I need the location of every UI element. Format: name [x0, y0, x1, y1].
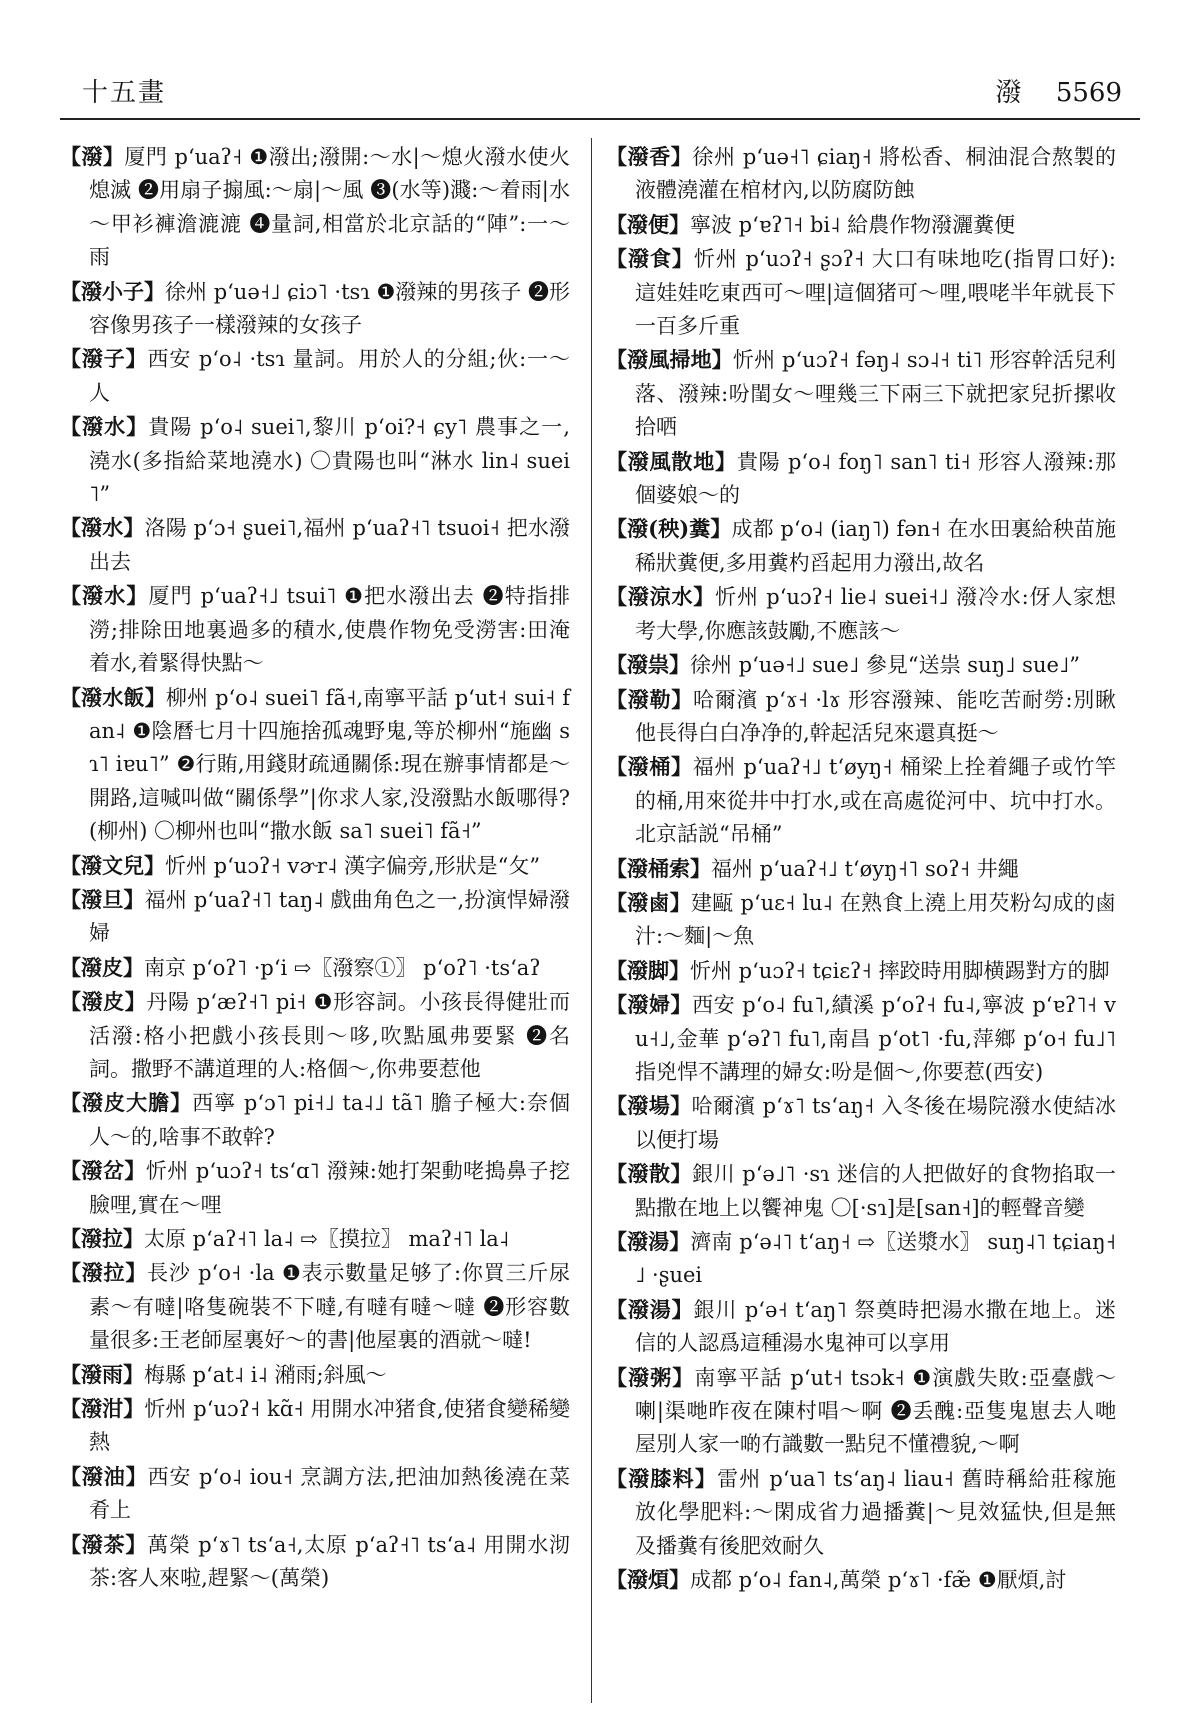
entry-headword: 【潑湯】: [606, 1296, 694, 1322]
entry-definition: 厦門 pʻuaʔ˧ ❶潑出;潑開:～水|～熄火潑水使火熄滅 ❷用扇子搧風:～扇|～風 ❸(水等)濺:～着雨|水～甲衫褲澹漉漉 ❹量詞,相當於北京話的“陣”:一～雨: [89, 145, 571, 270]
dictionary-entry: [606, 343, 1116, 444]
dictionary-entry: [606, 1563, 1116, 1597]
entry-headword: 【潑水】: [60, 414, 149, 440]
entry-definition: 銀川 pʻə˩˥ ·sɿ 迷信的人把做好的食物掐取一點撒在地上以饗神鬼 〇[·sɿ]是[san˧]的輕聲音變: [635, 1162, 1117, 1220]
entry-definition: 忻州 pʻuɔʔ˧ kɑ̃˧ 用開水冲猪食,使猪食變稀變熱: [89, 1397, 571, 1455]
entry-headword: 【潑文兒】: [60, 852, 165, 878]
header-rule: [60, 118, 1140, 120]
entry-definition: 福州 pʻuaʔ˧˥ taŋ˨ 戲曲角色之一,扮演悍婦潑婦: [89, 887, 570, 946]
entry-definition: 丹陽 pʻæʔ˧˥ pi˧ ❶形容詞。小孩長得健壯而活潑:格小把戲小孩長則～哆,吹點風弗要緊 ❷名詞。撒野不講道理的人:格個～,你弗要惹他: [89, 990, 570, 1081]
entry-headword: 【潑粥】: [606, 1364, 695, 1390]
right-column: [606, 140, 1116, 1597]
entry-headword: 【潑旦】: [60, 886, 145, 912]
dictionary-entry: [606, 648, 1116, 682]
dictionary-entry: [60, 681, 570, 849]
dictionary-entry: [606, 1293, 1116, 1361]
entry-headword: 【潑涼水】: [606, 584, 716, 610]
entry-headword: 【潑】: [60, 144, 125, 169]
entry-definition: 西安 pʻo˨ iou˧ 烹調方法,把油加熱後澆在菜肴上: [89, 1464, 570, 1523]
entry-headword: 【潑水】: [60, 583, 149, 609]
entry-definition: 洛陽 pʻɔ˧ ʂuei˥,福州 pʻuaʔ˧˥ tsuoi˧ 把水潑出去: [89, 516, 570, 574]
entry-headword: 【潑皮大膽】: [60, 1090, 193, 1116]
entry-definition: 忻州 pʻuɔʔ˧ tsʻɑ˥ 潑辣:她打架動咾搗鼻子挖臉哩,實在～哩: [89, 1159, 571, 1217]
entry-headword: 【潑風掃地】: [606, 347, 733, 373]
entry-headword: 【潑風散地】: [606, 448, 737, 474]
entry-headword: 【潑脚】: [606, 957, 690, 983]
dictionary-entry: [60, 985, 570, 1086]
entry-headword: 【潑拉】: [60, 1226, 144, 1251]
entry-headword: 【潑茶】: [60, 1531, 148, 1557]
entry-definition: 忻州 pʻuɔʔ˧ tɕiɛʔ˧ 摔跤時用脚横踢對方的脚: [690, 958, 1110, 983]
running-head: [996, 72, 1122, 109]
entry-definition: 萬榮 pʻɤ˥ tsʻa˧,太原 pʻaʔ˧˥ tsʻa˨ 用開水沏茶:客人來啦,趕緊～(萬榮): [89, 1532, 571, 1591]
entry-headword: 【潑(秧)糞】: [606, 516, 732, 542]
column-divider: [591, 138, 592, 1703]
dictionary-entry: [606, 208, 1116, 242]
running-headword: 潑: [995, 78, 1022, 108]
entry-headword: 【潑香】: [606, 144, 693, 169]
dictionary-entry: [606, 683, 1116, 751]
entry-definition: 銀川 pʻə˧ tʻaŋ˥ 祭奠時把湯水撒在地上。迷信的人認爲這種湯水鬼神可以享用: [635, 1297, 1116, 1356]
dictionary-entry: [606, 954, 1116, 988]
entry-headword: 【潑水】: [60, 515, 145, 541]
entry-headword: 【潑勒】: [606, 686, 693, 712]
entry-definition: 建甌 pʻuɛ˧ lu˨ 在熟食上澆上用芡粉勾成的鹵汁:～麵|～魚: [635, 890, 1116, 949]
entry-headword: 【潑散】: [606, 1161, 693, 1187]
dictionary-entry: [606, 140, 1116, 208]
entry-headword: 【潑水飯】: [60, 684, 166, 710]
entry-definition: 忻州 pʻuɔʔ˧ vɚr˨ 漢字偏旁,形狀是“攵”: [165, 853, 541, 878]
dictionary-entry: [606, 886, 1116, 954]
entry-headword: 【潑桶】: [606, 754, 693, 780]
entry-definition: 徐州 pʻuə˧˩ sue˩ 參見“送祟 suŋ˩ sue˩”: [690, 653, 1080, 678]
entry-headword: 【潑煩】: [606, 1567, 690, 1593]
dictionary-entry: [60, 1222, 570, 1256]
entry-definition: 徐州 pʻuə˧˥ ɕiaŋ˧ 將松香、桐油混合熬製的液體澆灌在棺材內,以防腐防蝕: [635, 145, 1117, 203]
entry-definition: 忻州 pʻuɔʔ˧ lie˨ suei˧˩ 潑冷水:伢人家想考大學,你應該鼓勵,不應該～: [635, 585, 1117, 643]
dictionary-entry: [606, 512, 1116, 580]
entry-definition: 福州 pʻuaʔ˧˩ tʻøyŋ˧ 桶梁上拴着繩子或竹竿的桶,用來從井中打水,或在高處從河中、坑中打水。北京話説“吊桶”: [635, 755, 1117, 847]
dictionary-entry: [606, 1157, 1116, 1225]
entry-definition: 貴陽 pʻo˨ suei˥,黎川 pʻoi?˧ ɕy˥ 農事之一,澆水(多指給菜地澆水) 〇貴陽也叫“淋水 lin˨ suei˥”: [89, 415, 570, 507]
entry-headword: 【潑岔】: [60, 1158, 146, 1184]
entry-definition: 哈爾濱 pʻɤ˥ tsʻaŋ˧ 入冬後在場院潑水使結冰以便打場: [635, 1094, 1117, 1152]
entry-headword: 【潑皮】: [60, 954, 144, 980]
entry-definition: 成都 pʻo˨ (iaŋ˥) fən˧ 在水田裏給秧苗施稀狀糞便,多用糞杓舀起用力潑出,故名: [635, 517, 1117, 575]
entry-definition: 忻州 pʻuɔʔ˧ ʂɔʔ˧ 大口有味地吃(指胃口好):這娃娃吃東西可～哩|這個猪可～哩,喂咾半年就長下一百多斤重: [635, 247, 1116, 339]
dictionary-entry: [606, 445, 1116, 513]
entry-definition: 貴陽 pʻo˨ foŋ˥ san˥ ti˧ 形容人潑辣:那個婆娘～的: [635, 449, 1116, 508]
entry-headword: 【潑鹵】: [606, 889, 692, 915]
dictionary-entry: [60, 1256, 570, 1357]
dictionary-entry: [606, 1089, 1116, 1157]
entry-definition: 西安 pʻo˨ ·tsɿ 量詞。用於人的分組;伙:一～人: [89, 347, 570, 405]
dictionary-entry: [60, 1460, 570, 1528]
dictionary-entry: [606, 580, 1116, 648]
entry-definition: 忻州 pʻuɔʔ˧ fəŋ˨ sɔ˨˧ ti˥ 形容幹活兒利落、潑辣:吩閨女～哩幾三下兩三下就把家兒折摞收拾哂: [635, 348, 1116, 440]
entry-headword: 【潑祟】: [606, 652, 690, 678]
dictionary-entry: [606, 1225, 1116, 1293]
dictionary-entry: [60, 342, 570, 410]
entry-definition: 徐州 pʻuə˧˩ ɕiɔ˥ ·tsɿ ❶潑辣的男孩子 ❷形容像男孩子一樣潑辣的女孩子: [89, 279, 571, 338]
entry-definition: 南寧平話 pʻut˧ tsɔk˧ ❶演戲失敗:亞臺戲～喇|渠哋昨夜在陳村唱～啊 ❷丢醜:亞隻鬼崽去人哋屋別人家一啲冇識數一點兒不懂禮貌,～啊: [635, 1365, 1116, 1457]
left-column: [60, 140, 570, 1595]
dictionary-entry: [606, 750, 1116, 851]
entry-headword: 【潑拉】: [60, 1260, 148, 1286]
entry-headword: 【潑泔】: [60, 1396, 145, 1422]
entry-definition: 福州 pʻuaʔ˧˩ tʻøyŋ˧˥ soʔ˧ 井繩: [711, 856, 1019, 881]
dictionary-entry: [606, 852, 1116, 886]
dictionary-entry: [60, 140, 570, 275]
entry-definition: 南京 pʻoʔ˥ ·pʻi ⇨〖潑察①〗 pʻoʔ˥ ·tsʻaʔ: [144, 955, 541, 980]
entry-headword: 【潑雨】: [60, 1361, 144, 1387]
entry-headword: 【潑油】: [60, 1463, 148, 1489]
entry-headword: 【潑食】: [606, 246, 694, 272]
section-label: 十五畫: [82, 78, 167, 108]
dictionary-entry: [60, 1528, 570, 1596]
entry-definition: 長沙 pʻo˧ ·la ❶表示數量足够了:你買三斤尿素～有噠|咯隻碗裝不下噠,有噠有噠～噠 ❷形容數量很多:王老師屋裏好～的書|他屋裏的酒就～噠!: [89, 1261, 570, 1353]
entry-headword: 【潑桶索】: [606, 855, 711, 881]
dictionary-entry: [60, 579, 570, 680]
dictionary-entry: [60, 883, 570, 951]
entry-definition: 寧波 pʻɐʔ˥˧ bi˨ 給農作物潑灑糞便: [690, 212, 1016, 237]
entry-headword: 【潑場】: [606, 1093, 692, 1119]
dictionary-entry: [60, 1358, 570, 1392]
dictionary-entry: [60, 1154, 570, 1222]
dictionary-entry: [60, 410, 570, 511]
entry-definition: 雷州 pʻua˥ tsʻaŋ˨ liau˧ 舊時稱給莊稼施放化學肥料:～閑成省力過播糞|～見效猛快,但是無及播糞有後肥效耐久: [635, 1466, 1116, 1558]
entry-definition: 西寧 pʻɔ˥ pi˧˩ ta˨˩ tã˥ 膽子極大:奈個人～的,啥事不敢幹?: [89, 1091, 571, 1149]
dictionary-entry: [60, 849, 570, 883]
entry-headword: 【潑小子】: [60, 278, 166, 304]
dictionary-entry: [60, 1086, 570, 1154]
entry-definition: 哈爾濱 pʻɤ˧ ·lɤ 形容潑辣、能吃苦耐勞:別瞅他長得白白净净的,幹起活兒來還真挺～: [635, 687, 1117, 745]
entry-headword: 【潑子】: [60, 346, 148, 372]
dictionary-entry: [606, 1361, 1116, 1462]
entry-definition: 厦門 pʻuaʔ˧˩ tsui˥ ❶把水潑出去 ❷特指排澇;排除田地裏過多的積水,使農作物免受澇害:田淹着水,着緊得快點～: [89, 584, 570, 676]
entry-headword: 【潑湯】: [606, 1229, 691, 1254]
dictionary-entry: [60, 1392, 570, 1460]
dictionary-entry: [606, 988, 1116, 1089]
dictionary-entry: [60, 951, 570, 985]
entry-definition: 成都 pʻo˨ fan˨,萬榮 pʻɤ˥ ·fæ̃ ❶厭煩,討: [690, 1568, 1067, 1593]
entry-headword: 【潑便】: [606, 211, 690, 237]
dictionary-entry: [60, 275, 570, 343]
entry-definition: 柳州 pʻo˨ suei˥ fã˧,南寧平話 pʻut˧ sui˧ fan˨ ❶陰曆七月十四施捨孤魂野鬼,等於柳州“施幽 sɿ˥ iɐu˥” ❷行賄,用錢財疏通關係:現在辦事情都是～開路,這喊叫做“關係學”|你求人家,没潑點水飯哪得?(柳州) 〇柳州也叫“撒水飯 sa˥ suei˥ fã˧”: [89, 685, 571, 844]
entry-definition: 太原 pʻaʔ˧˥ la˨ ⇨〖摸拉〗 maʔ˧˥ la˨: [144, 1227, 510, 1251]
entry-headword: 【潑婦】: [606, 992, 693, 1018]
entry-definition: 梅縣 pʻat˨ i˨ 潲雨;斜風～: [144, 1362, 387, 1387]
page-number: 5569: [1055, 78, 1122, 108]
entry-headword: 【潑皮】: [60, 989, 147, 1015]
entry-headword: 【潑膝料】: [606, 1465, 718, 1491]
dictionary-entry: [60, 511, 570, 579]
entry-definition: 西安 pʻo˨ fu˥,績溪 pʻoʔ˧ fu˨,寧波 pʻɐʔ˥˧ vu˧˩,金華 pʻəʔ˥ fu˥,南昌 pʻot˥ ·fu,萍鄉 pʻo˧ fu˩˥ 指兇悍不講理的婦女:吩是個～,你要惹(西安): [635, 993, 1116, 1084]
dictionary-entry: [606, 242, 1116, 343]
entry-definition: 濟南 pʻə˨˥ tʻaŋ˧ ⇨〖送漿水〗 suŋ˨˥ tɕiaŋ˧˩ ·ʂuei: [635, 1230, 1116, 1288]
dictionary-entry: [606, 1462, 1116, 1563]
page-header: [82, 72, 1122, 116]
